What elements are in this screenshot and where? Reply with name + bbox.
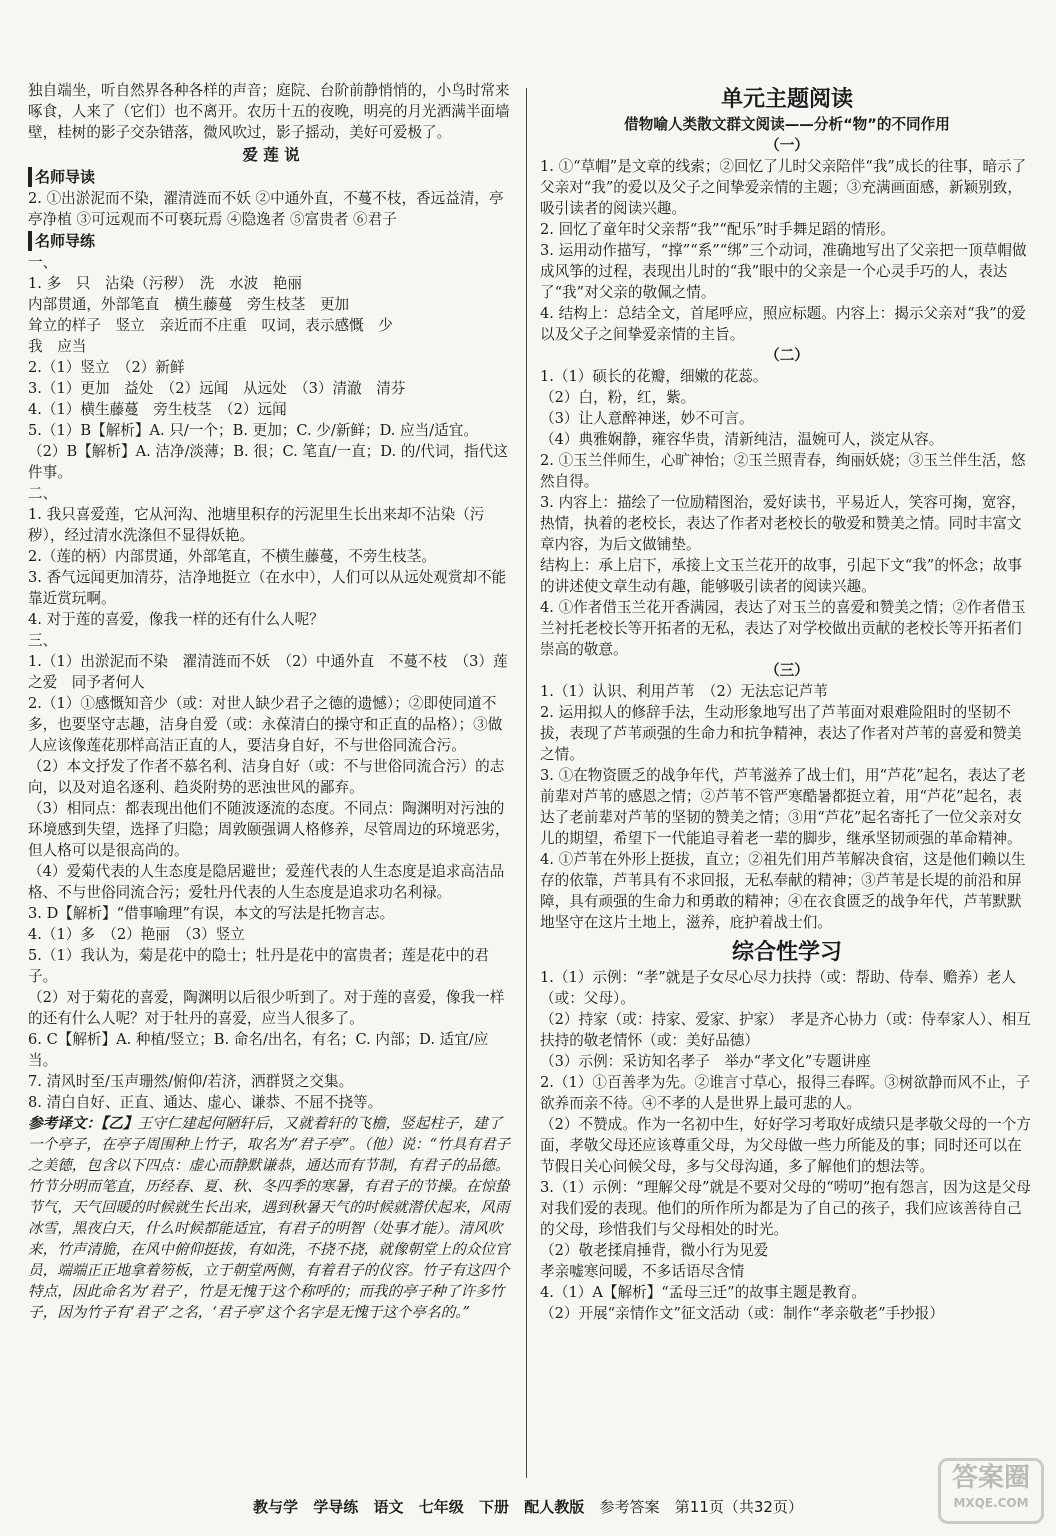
answer-item: （4）典雅娴静，雍容华贵，清新纯洁，温婉可人，淡定从容。 xyxy=(540,431,944,448)
guide-tag: 名师导读 xyxy=(28,167,95,187)
answer-item: （2）持家（或：持家、爱家、护家） 孝是齐心协力（或：侍奉家人）、相互扶持的敬老情怀（或：美好品德） xyxy=(540,1011,1031,1049)
answer-item: 1.（1）出淤泥而不染 濯清涟而不妖 （2）中通外直 不蔓不枝 （3）莲之爱 同予者何人 xyxy=(28,653,508,691)
answer-item: 耸立的样子 竖立 亲近而不庄重 叹词，表示感慨 少 xyxy=(28,317,393,334)
answer-item: 1.（1）示例：“孝”就是子女尽心尽力扶持（或：帮助、侍奉、赡养）老人（或：父母）。 xyxy=(540,969,1016,1007)
intro-paragraph: 独自端坐，听自然界各种各样的声音；庭院、台阶前静悄悄的，小鸟时常来啄食，人来了（它们）也不离开。农历十五的夜晚，明亮的月光洒满半面墙壁，桂树的影子交杂错落，微风吹过，影子摇动，美好可爱极了。 xyxy=(28,82,510,141)
answer-item: （2）本文抒发了作者不慕名利、洁身自好（或：不与世俗同流合污）的志向，以及对追名逐利、趋炎附势的恶浊世风的鄙弃。 xyxy=(28,758,505,796)
answer-item: 内部贯通，外部笔直 横生藤蔓 旁生枝茎 更加 xyxy=(28,296,350,313)
answer-item: 4.（1）多 （2）艳丽 （3）竖立 xyxy=(28,926,245,943)
answer-item: 孝亲嘘寒问暖，不多话语尽含情 xyxy=(540,1263,745,1280)
unit-reading-title: 单元主题阅读 xyxy=(720,87,853,112)
answer-item: 3. ①在物资匮乏的战争年代，芦苇滋养了战士们，用“芦花”起名，表达了老前辈对芦苇的感恩之情；②芦苇不管严寒酷暑都挺立着，用“芦花”起名，表达了老前辈对芦苇的坚韧的赞美之情；③用“芦花”起名寄托了一位父亲对女儿的期望，希望下一代能追寻着老一辈的脚步，继承坚韧顽强的革命精神。 xyxy=(540,767,1026,847)
answer-item: 1. 我只喜爱莲，它从河沟、池塘里积存的污泥里生长出来却不沾染（污秽），经过清水洗涤但不显得妖艳。 xyxy=(28,506,485,544)
answer-item: 我 应当 xyxy=(28,338,87,355)
answer-item: 2. ①玉兰伴师生，心旷神怡；②玉兰照青春，绚丽妖娆；③玉兰伴生活，悠然自得。 xyxy=(540,452,1026,490)
answer-list-1 xyxy=(28,273,514,483)
answer-item: 8. 清白自好、正直、通达、虚心、谦恭、不屈不挠等。 xyxy=(28,1094,383,1111)
section-marker: 三、 xyxy=(28,632,58,649)
answer-item: 2. 回忆了童年时父亲帮“我”“配乐”时手舞足蹈的情形。 xyxy=(540,221,895,238)
answer-item: （2）敬老揉肩捶背，微小行为见爱 xyxy=(540,1242,769,1259)
answer-item: 3.（1）示例：“理解父母”就是不要对父母的“唠叨”抱有怨言，因为这是父母对我们爱的表现。他们的所作所为都是为了自己的孩子，我们应该善待自己的父母，珍惜我们与父母相处的时光。 xyxy=(540,1179,1031,1238)
footer-section: 参考答案 xyxy=(599,1498,660,1516)
answer-item: 2.（莲的柄）内部贯通，外部笔直，不横生藤蔓，不旁生枝茎。 xyxy=(28,548,436,565)
answer-item: 6. C【解析】A. 种植/竖立；B. 命名/出名，有名；C. 内部；D. 适宜/应当。 xyxy=(28,1031,489,1069)
answer-item: 3. 香气远闻更加清芬，洁净地挺立（在水中），人们可以从远处观赏却不能靠近赏玩啊。 xyxy=(28,569,507,607)
footer-series: 学导练 xyxy=(313,1498,359,1516)
answer-list-b xyxy=(540,366,1034,660)
answer-item: （2）开展“亲情作文”征文活动（或：制作“孝亲敬老”手抄报） xyxy=(540,1305,944,1322)
answer-item: 7. 清风时至/玉声珊然/俯仰/若济，洒群贤之交集。 xyxy=(28,1073,354,1090)
footer-volume: 下册 xyxy=(479,1498,510,1516)
answer-item: （3）相同点：都表现出他们不随波逐流的态度。不同点：陶渊明对污浊的环境感到失望，选择了归隐；周敦颐强调人格修养，尽管周边的环境恶劣，但人格可以是很高尚的。 xyxy=(28,800,510,859)
comprehensive-study-title: 综合性学习 xyxy=(731,940,842,965)
watermark-url: MXQE.COM xyxy=(953,1496,1029,1510)
part-marker: （三） xyxy=(765,662,809,679)
translation-label: 参考译文：【乙】 xyxy=(28,1115,138,1132)
part-marker: （二） xyxy=(765,347,809,364)
footer-page-number: 第11页（共32页） xyxy=(674,1498,803,1516)
answer-item: （2）白，粉，红，紫。 xyxy=(540,389,696,406)
answer-list-c xyxy=(540,681,1034,933)
answer-item: 3. 运用动作描写，“撑”“系”“绑”三个动词，准确地写出了父亲把一顶草帽做成风筝的过程，表现出儿时的“我”眼中的父亲是一个心灵手巧的人，表达了“我”对父亲的敬佩之情。 xyxy=(540,242,1027,301)
answer-list-d xyxy=(540,967,1034,1324)
answer-item: （2）不赞成。作为一名初中生，好好学习考取好成绩只是孝敬父母的一个方面，孝敬父母还应该尊重父母，为父母做一些力所能及的事；同时还可以在节假日关心问候父母，多与父母沟通，多了解他们的想法等。 xyxy=(540,1116,1031,1175)
part-marker: （一） xyxy=(765,137,809,154)
section-marker: 一、 xyxy=(28,254,58,271)
footer-edition: 配人教版 xyxy=(524,1498,585,1516)
answer-item: 3.（1）更加 益处 （2）远闻 从远处 （3）清澈 清芬 xyxy=(28,380,406,397)
answer-item: （3）让人意醉神迷，妙不可言。 xyxy=(540,410,754,427)
answer-item: 3. D【解析】“借事喻理”有误，本文的写法是托物言志。 xyxy=(28,905,395,922)
section-marker: 二、 xyxy=(28,485,58,502)
practice-tag: 名师导练 xyxy=(28,231,95,251)
footer-brand: 教与学 xyxy=(253,1498,299,1516)
answer-item: 3. 内容上：描绘了一位励精图治，爱好读书，平易近人，笑容可掬，宽容，热情，执着的老校长，表达了作者对老校长的敬爱和赞美之情。同时丰富文章内容，为后文做铺垫。 xyxy=(540,494,1026,553)
answer-item: 2.（1）竖立 （2）新鲜 xyxy=(28,359,185,376)
answer-list-2 xyxy=(28,504,514,630)
answer-item: 2.（1）①百善孝为先。②谁言寸草心，报得三春晖。③树欲静而风不止，子欲养而亲不待。④不孝的人是世界上最可悲的人。 xyxy=(540,1074,1031,1112)
watermark-logo xyxy=(938,1458,1044,1524)
answer-item: 5.（1）我认为，菊是花中的隐士；牡丹是花中的富贵者；莲是花中的君子。 xyxy=(28,947,490,985)
answer-list-3 xyxy=(28,651,514,1113)
watermark-text: 答案圈 xyxy=(951,1463,1030,1493)
answer-item: 2.（1）①感慨知音少（或：对世人缺少君子之德的遗憾）；②即使同道不多，也要坚守志趣，洁身自爱（或：永葆清白的操守和正直的品格）；③做人应该像莲花那样高洁正直的人，要洁身自好，不与世俗同流合污。 xyxy=(28,695,503,754)
footer-subject: 语文 xyxy=(373,1498,404,1516)
right-column xyxy=(540,80,1034,1480)
answer-item: 4. ①芦苇在外形上挺拔，直立；②祖先们用芦苇解决食宿，这是他们赖以生存的依靠，芦苇具有不求回报，无私奉献的精神；③芦苇是长堤的前沿和屏障，具有顽强的生命力和勇敢的精神；④在衣食匮乏的战争年代，芦苇默默地坚守在这片土地上，滋养，庇护着战士们。 xyxy=(540,851,1026,931)
footer-grade: 七年级 xyxy=(418,1498,464,1516)
answer-item: 1. ①“草帽”是文章的线索；②回忆了儿时父亲陪伴“我”成长的往事，暗示了父亲对“我”的爱以及父子之间挚爱亲情的主题；③充满画面感，新颖别致，吸引读者的阅读兴趣。 xyxy=(540,158,1027,217)
answer-item: （3）示例：采访知名孝子 举办“孝文化”专题讲座 xyxy=(540,1053,871,1070)
answer-item: 1. 多 只 沾染（污秽） 洗 水波 艳丽 xyxy=(28,275,302,292)
column-divider xyxy=(526,88,527,1478)
answer-item: 4. 对于莲的喜爱，像我一样的还有什么人呢？ xyxy=(28,611,324,628)
answer-item: （2）对于菊花的喜爱，陶渊明以后很少听到了。对于莲的喜爱，像我一样的还有什么人呢？对于牡丹的喜爱，应当人很多了。 xyxy=(28,989,505,1027)
answer-item: 4.（1）横生藤蔓 旁生枝茎 （2）远闻 xyxy=(28,401,287,418)
answer-item: 4. 结构上：总结全文，首尾呼应，照应标题。内容上：揭示父亲对“我”的爱以及父子之间挚爱亲情的主旨。 xyxy=(540,305,1026,343)
answer-item: 4. ①作者借玉兰花开香满园，表达了对玉兰的喜爱和赞美之情；②作者借玉兰衬托老校长等开拓者的无私，表达了对学校做出贡献的老校长等开拓者们崇高的敬意。 xyxy=(540,599,1026,658)
guide-text: 2. ①出淤泥而不染，濯清涟而不妖 ②中通外直，不蔓不枝，香远益清，亭亭净植 ③可远观而不可亵玩焉 ④隐逸者 ⑤富贵者 ⑥君子 xyxy=(28,190,504,228)
answer-item: （4）爱菊代表的人生态度是隐居避世；爱莲代表的人生态度是追求高洁品格、不与世俗同流合污；爱牡丹代表的人生态度是追求功名利禄。 xyxy=(28,863,505,901)
answer-item: 2. 运用拟人的修辞手法，生动形象地写出了芦苇面对艰难险阻时的坚韧不拔，表现了芦苇顽强的生命力和抗争精神，表达了作者对芦苇的喜爱和赞美之情。 xyxy=(540,704,1022,763)
left-column xyxy=(28,80,514,1480)
answer-item: 4.（1）A【解析】“孟母三迁”的故事主题是教育。 xyxy=(540,1284,866,1301)
page-footer xyxy=(0,1496,1056,1517)
lesson-title: 爱 莲 说 xyxy=(242,145,300,164)
translation-text: 王守仁建起何陋轩后，又就着轩的飞檐，竖起柱子，建了一个亭子，在亭子周围种上竹子，取名为“君子亭”。（他）说：“竹具有君子之美德，包含以下四点：虚心而静默谦恭，通达而有节制，有君子的品德。竹节分明而笔直，历经春、夏、秋、冬四季的寒暑，有君子的节操。在惊蛰节气，天气回暖的时候就生长出来，遇到秋暑天气的时候就潜伏起来，风雨冰雪，黑夜白天，什么时候都能适宜，有君子的明智（处事才能）。清风吹来，竹声清脆，在风中俯仰挺拔，有如洗，不挠不挠，就像朝堂上的众位官员，端端正正地拿着笏板，立于朝堂两侧，有着君子的仪容。竹子有这四个特点，因此命名为‘君子’，竹是无愧于这个称呼的；而我的亭子种了许多竹子，因为竹子有‘君子’之名，‘君子亭’这个名字是无愧于这个亭名的。” xyxy=(28,1115,511,1321)
answer-item: 1.（1）认识、利用芦苇 （2）无法忘记芦苇 xyxy=(540,683,828,700)
answer-item: 1.（1）硕长的花瓣，细嫩的花蕊。 xyxy=(540,368,768,385)
unit-reading-subtitle: 借物喻人类散文群文阅读——分析“物”的不同作用 xyxy=(624,116,950,133)
answer-list-a xyxy=(540,156,1034,345)
answer-item: 结构上：承上启下，承接上文玉兰花开的故事，引起下文“我”的怀念；故事的讲述使文章生动有趣，能够吸引读者的阅读兴趣。 xyxy=(540,557,1022,595)
answer-item: （2）B【解析】A. 洁净/淡薄；B. 很；C. 笔直/一直；D. 的/代词，指代这件事。 xyxy=(28,443,508,481)
answer-item: 5.（1）B【解析】A. 只/一个；B. 更加；C. 少/新鲜；D. 应当/适宜。 xyxy=(28,422,478,439)
